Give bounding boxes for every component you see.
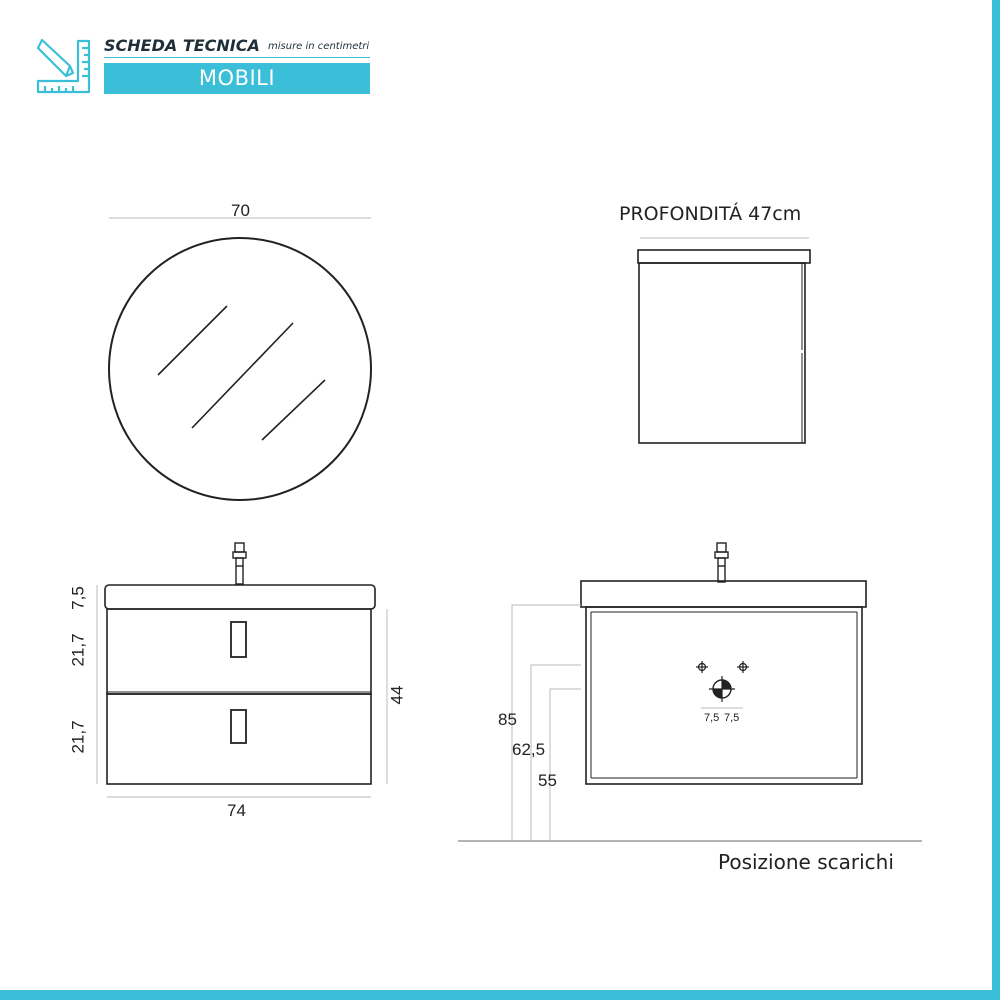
drain-caption: Posizione scarichi [718, 850, 894, 874]
top-height-label: 7,5 [68, 586, 88, 610]
drain-basin-top [581, 581, 866, 607]
faucet-icon [715, 543, 728, 582]
category-label: MOBILI [198, 66, 276, 90]
drawer-bottom-height-label: 21,7 [68, 720, 88, 754]
drawer-top-height-label: 21,7 [68, 633, 88, 667]
total-height-label: 44 [387, 685, 407, 705]
drain-height-55-label: 55 [538, 771, 557, 790]
right-border [992, 0, 1000, 1000]
bottom-border [0, 990, 1000, 1000]
front-width-label: 74 [227, 801, 246, 820]
units-note: misure in centimetri [268, 41, 370, 52]
height-55-leader [550, 689, 581, 840]
sheet-title: SCHEDA TECNICA [104, 36, 260, 55]
height-85-leader [512, 605, 581, 840]
drain-height-85-label: 85 [498, 710, 517, 729]
water-inlet-right-icon [737, 661, 749, 673]
offset-right-label: 7,5 [724, 712, 740, 724]
mirror-width-label: 70 [231, 201, 250, 220]
depth-label: PROFONDITÁ 47cm [619, 203, 802, 225]
drain-height-62-label: 62,5 [512, 740, 546, 759]
offset-left-label: 7,5 [704, 712, 720, 724]
drain-outlet-icon [709, 676, 735, 702]
water-inlet-left-icon [696, 661, 708, 673]
